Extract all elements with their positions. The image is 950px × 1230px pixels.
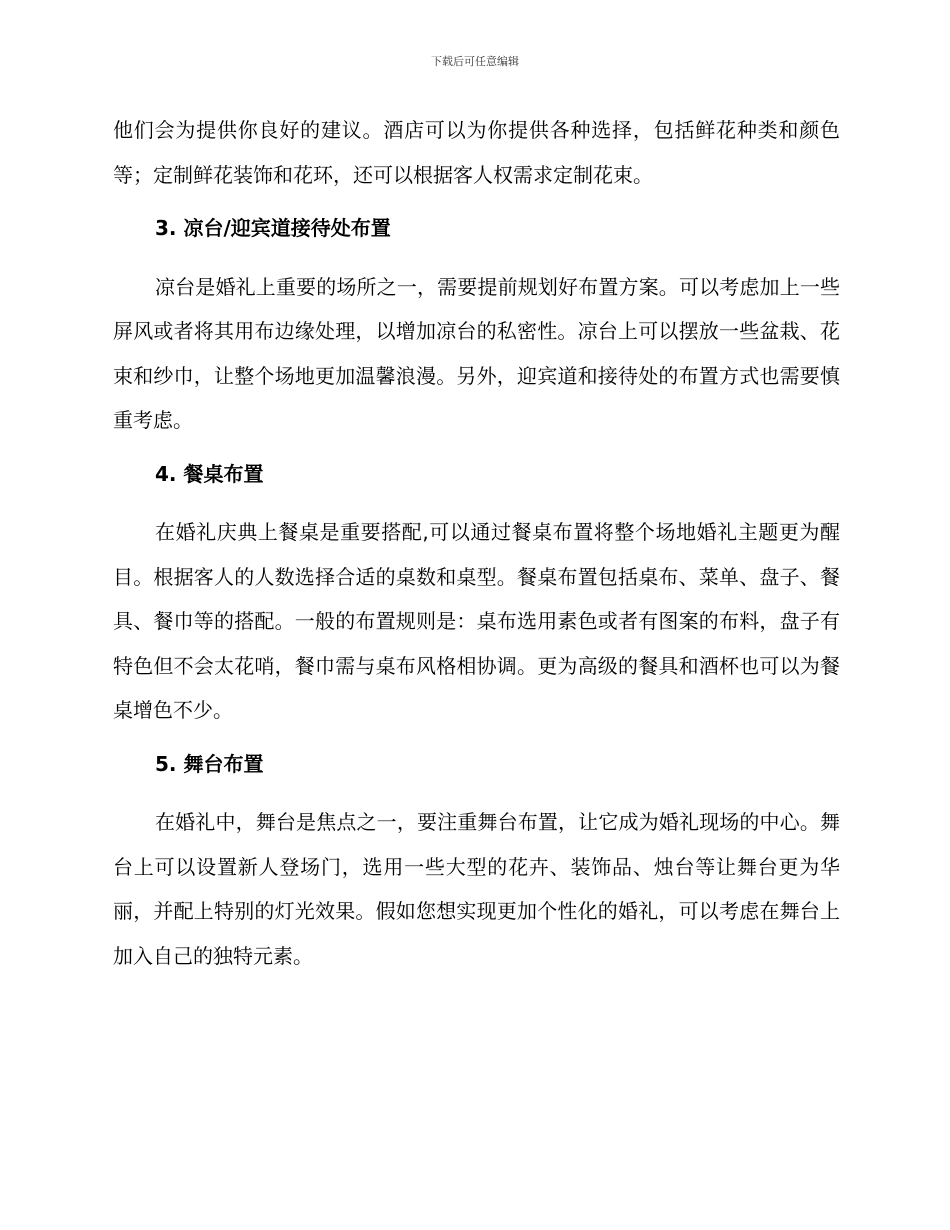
paragraph-stage: 在婚礼中，舞台是焦点之一，要注重舞台布置，让它成为婚礼现场的中心。舞台上可以设置新人登场门，选用一些大型的花卉、装饰品、烛台等让舞台更为华丽，并配上特别的灯光效果。假如您想实现更加个性化的婚礼，可以考虑在舞台上加入自己的独特元素。: [113, 810, 840, 968]
paragraph-tables: 在婚礼庆典上餐桌是重要搭配,可以通过餐桌布置将整个场地婚礼主题更为醒目。根据客人的人数选择合适的桌数和桌型。餐桌布置包括桌布、菜单、盘子、餐具、餐巾等的搭配。一般的布置规则是：桌布选用素色或者有图案的布料，盘子有特色但不会太花哨，餐巾需与桌布风格相协调。更为高级的餐具和酒杯也可以为餐桌增色不少。: [113, 520, 840, 722]
page-header: 下载后可任意编辑: [431, 55, 519, 68]
document-body: [113, 108, 840, 978]
paragraph-balcony: 凉台是婚礼上重要的场所之一，需要提前规划好布置方案。可以考虑加上一些屏风或者将其用布边缘处理，以增加凉台的私密性。凉台上可以摆放一些盆栽、花束和纱巾，让整个场地更加温馨浪漫。另外，迎宾道和接待处的布置方式也需要慎重考虑。: [113, 274, 840, 432]
section-heading-tables: 4. 餐桌布置: [155, 461, 264, 486]
section-heading-balcony: 3. 凉台/迎宾道接待处布置: [155, 216, 391, 240]
paragraph-flowers-continued: 他们会为提供你良好的建议。酒店可以为你提供各种选择，包括鲜花种类和颜色等；定制鲜花装饰和花环，还可以根据客人权需求定制花束。: [113, 118, 840, 187]
section-heading-stage: 5. 舞台布置: [155, 751, 264, 776]
